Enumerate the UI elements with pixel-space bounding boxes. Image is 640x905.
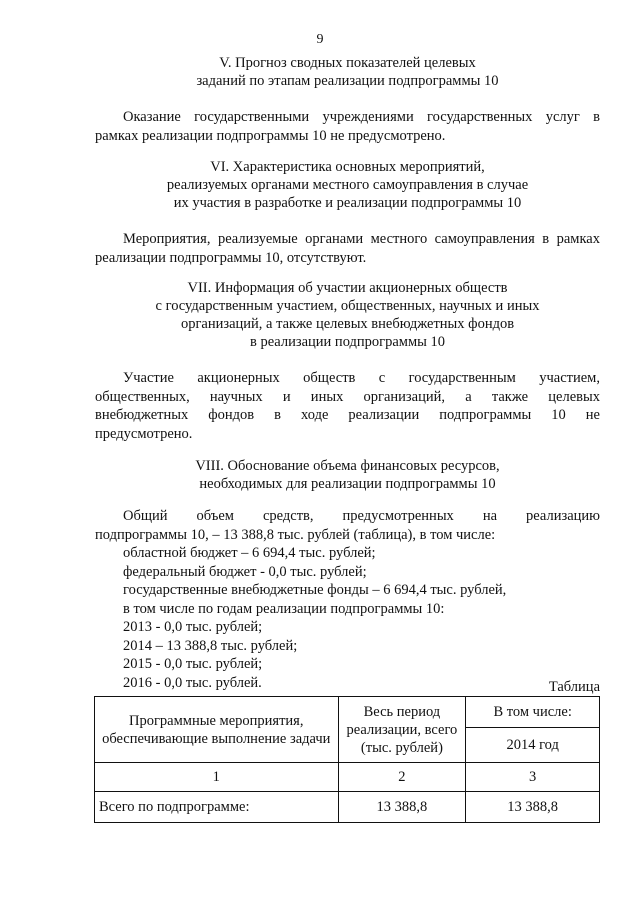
section-8-heading <box>95 457 600 493</box>
funding-item: 2015 - 0,0 тыс. рублей; <box>123 656 263 672</box>
funding-item: 2016 - 0,0 тыс. рублей. <box>123 674 262 691</box>
paragraph-line: Общий объем средств, предусмотренных на реализацию <box>123 508 600 524</box>
column-number: 3 <box>466 763 600 792</box>
column-number: 2 <box>338 763 466 792</box>
header-activities: Программные мероприятия, обеспечивающие выполнение задачи <box>95 697 339 763</box>
table-row <box>95 792 600 823</box>
paragraph-line: подпрограммы 10, – 13 388,8 тыс. рублей (таблица), в том числе: <box>95 526 496 543</box>
header-total-period: Весь период реализации, всего (тыс. рублей) <box>338 697 466 763</box>
section-6-heading <box>95 158 600 212</box>
heading-line: V. Прогноз сводных показателей целевых <box>219 55 476 71</box>
funding-list <box>123 544 600 692</box>
paragraph-line: Мероприятия, реализуемые органами местного самоуправления в рамках <box>123 231 600 247</box>
total-row-amount: 13 388,8 <box>338 792 466 823</box>
section-6-text <box>95 230 600 267</box>
heading-line: в реализации подпрограммы 10 <box>249 334 446 350</box>
table-numbering-row <box>95 763 600 792</box>
table-header-row <box>95 697 600 728</box>
paragraph-line: реализации подпрограммы 10, отсутствуют. <box>95 249 367 266</box>
funding-item: 2013 - 0,0 тыс. рублей; <box>123 619 263 635</box>
heading-line: VI. Характеристика основных мероприятий, <box>210 159 485 175</box>
funding-item: в том числе по годам реализации подпрограммы 10: <box>123 600 445 617</box>
heading-line: необходимых для реализации подпрограммы 10 <box>199 476 496 492</box>
table-caption: Таблица <box>548 679 600 695</box>
funding-table <box>94 696 600 823</box>
page-number: 9 <box>316 32 324 47</box>
section-7-heading <box>95 279 600 351</box>
heading-line: их участия в разработке и реализации подпрограммы 10 <box>173 195 522 211</box>
paragraph-line: внебюджетных фондов в ходе реализации подпрограммы 10 не <box>95 407 600 423</box>
total-row-label: Всего по подпрограмме: <box>95 792 339 823</box>
section-5-heading <box>95 54 600 90</box>
heading-line: реализуемых органами местного самоуправления в случае <box>166 177 529 193</box>
header-year-2014: 2014 год <box>466 728 600 763</box>
funding-item: областной бюджет – 6 694,4 тыс. рублей; <box>123 545 376 561</box>
heading-line: организаций, а также целевых внебюджетных фондов <box>180 316 515 332</box>
paragraph-line: рамках реализации подпрограммы 10 не предусмотрено. <box>95 127 446 144</box>
section-7-text <box>95 369 600 443</box>
paragraph-line: общественных, научных и иных организаций, а также целевых <box>95 388 600 405</box>
column-number: 1 <box>95 763 339 792</box>
total-row-2014-amount: 13 388,8 <box>466 792 600 823</box>
funding-item: 2014 – 13 388,8 тыс. рублей; <box>123 637 298 654</box>
funding-item: федеральный бюджет - 0,0 тыс. рублей; <box>123 563 367 580</box>
heading-line: с государственным участием, общественных, научных и иных <box>155 298 540 314</box>
paragraph-line: предусмотрено. <box>95 425 193 442</box>
heading-line: заданий по этапам реализации подпрограммы 10 <box>196 73 499 89</box>
paragraph-line: Участие акционерных обществ с государственным участием, <box>123 370 600 386</box>
paragraph-line: Оказание государственными учреждениями государственных услуг в <box>123 109 600 125</box>
section-5-text <box>95 108 600 145</box>
heading-line: VIII. Обоснование объема финансовых ресурсов, <box>195 458 500 474</box>
heading-line: VII. Информация об участии акционерных обществ <box>187 280 508 296</box>
header-including: В том числе: <box>466 697 600 728</box>
section-8-intro <box>95 507 600 544</box>
funding-item: государственные внебюджетные фонды – 6 694,4 тыс. рублей, <box>123 582 507 598</box>
